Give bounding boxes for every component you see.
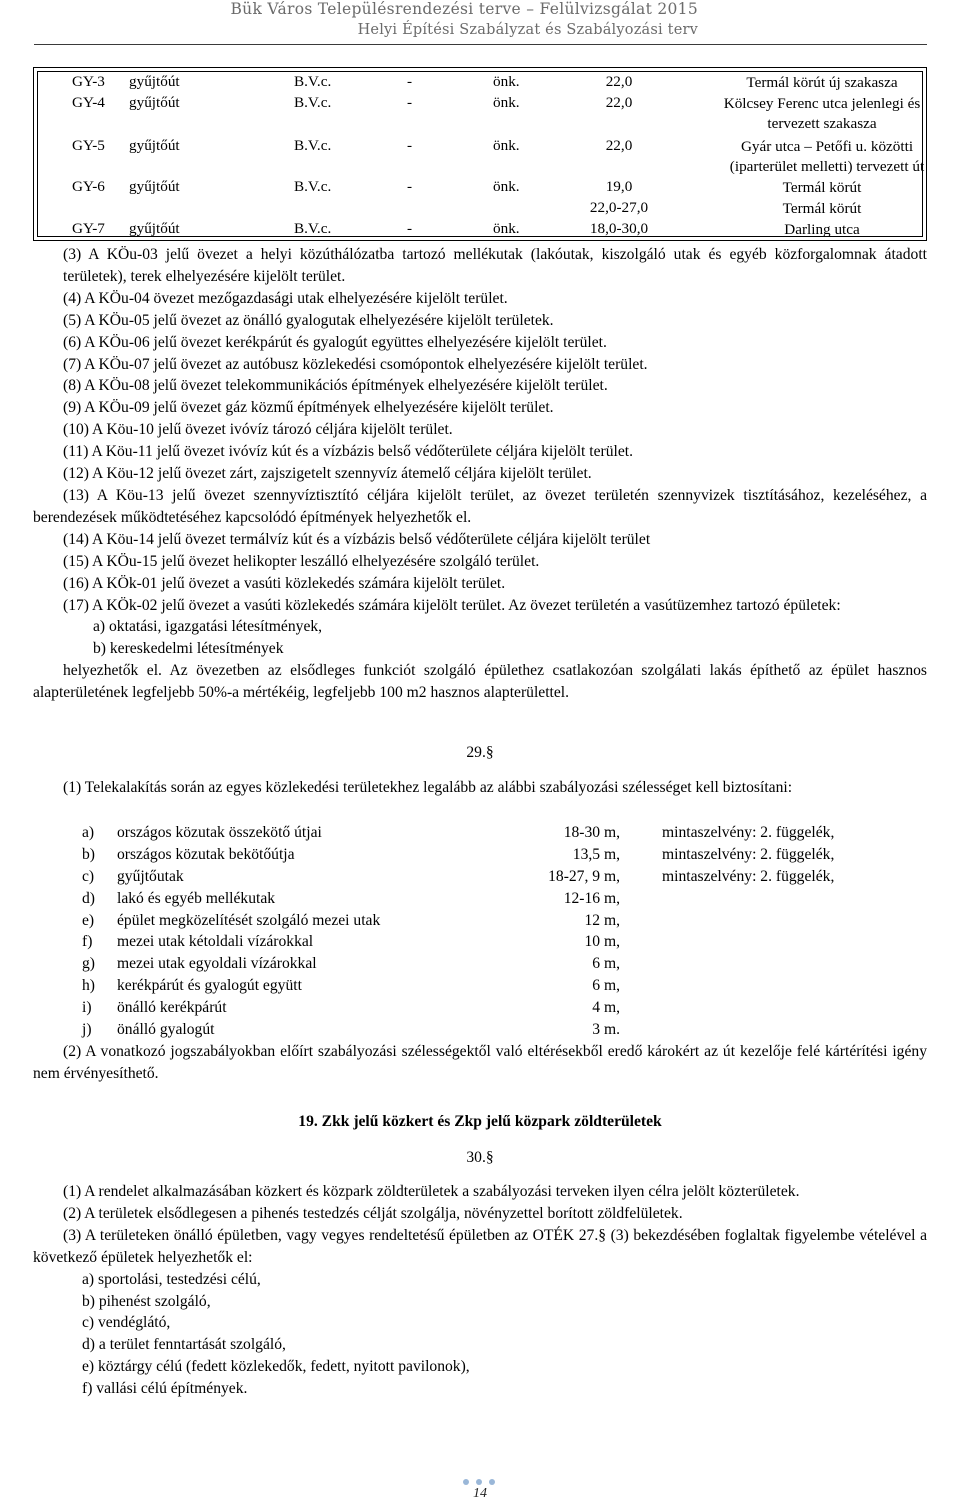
list-item — [33, 888, 927, 910]
list-item: f) vallási célú építmények. — [82, 1380, 248, 1398]
list-item-letter: a) — [82, 824, 95, 841]
paragraph-11: (11) A Köu-11 jelű övezet ivóvíz kút és a vízbázis belső védőterülete céljára kijelölt terület. — [63, 443, 633, 461]
section-29-body — [33, 777, 927, 799]
cell-owner: B.V.c. — [294, 137, 332, 154]
cell-name: Termál körút — [782, 200, 862, 217]
section-30-paragraph-3: (3) A területeken önálló épületben, vagy vegyes rendeltetésű épületben az OTÉK 27.§ (3) bekezdésében foglaltak figyelembe vételével a következő épületek helyezhetők el: — [33, 1226, 927, 1266]
paragraph-10: (10) A Köu-10 jelű övezet ivóvíz tározó céljára kijelölt terület. — [63, 421, 453, 439]
table-row — [34, 137, 926, 177]
cell-code: GY-5 — [72, 137, 105, 154]
cell-code: GY-6 — [72, 178, 105, 195]
list-item — [33, 953, 927, 975]
list-item-letter: b) — [82, 845, 95, 863]
cell-type: gyűjtőút — [129, 73, 180, 90]
table-row — [34, 220, 926, 240]
list-item-letter: j) — [82, 1021, 92, 1039]
list-item-text: épület megközelítését szolgáló mezei utak — [117, 911, 381, 929]
section-29-heading: 29.§ — [466, 744, 494, 761]
list-item-width: 12 m, — [584, 911, 620, 929]
list-item — [33, 1019, 927, 1041]
list-item-model: mintaszelvény: 2. függelék, — [662, 867, 835, 885]
cell-name: Gyár utca – Petőfi u. közötti (iparterület melletti) tervezett út — [729, 138, 925, 175]
paragraph-13: (13) A Köu-13 jelű övezet szennyvíztisztító céljára kijelölt terület, az övezet területén szennyvizek tisztításához, kezeléséhez, a berendezések működtetéséhez kapcsolódó építmények helyezhetők el. — [33, 486, 927, 526]
list-item-width: 6 m, — [592, 955, 620, 973]
paragraph-3: (3) A KÖu-03 jelű övezet a helyi közúthálózatba tartozó mellékutak (lakóutak, kiszolgáló utak és egyéb közforgalomnak átadott területek), terek elhelyezésére kijelölt terület. — [63, 246, 927, 285]
list-item: d) a terület fenntartását szolgáló, — [82, 1336, 286, 1354]
list-item-width: 18-30 m, — [563, 824, 620, 841]
cell-width: 22,0 — [605, 73, 633, 90]
body-text — [33, 244, 927, 704]
paragraph-15: (15) A KÖu-15 jelű övezet helikopter leszálló elhelyezésére szolgáló terület. — [63, 552, 540, 570]
paragraph-8: (8) A KÖu-08 jelű övezet telekommunikációs építmények elhelyezésére kijelölt terület. — [63, 377, 608, 395]
list-item-width: 13,5 m, — [572, 845, 620, 863]
cell-dash: - — [407, 94, 413, 111]
list-item — [33, 997, 927, 1019]
paragraph-17: (17) A KÖk-02 jelű övezet a vasúti közlekedés számára kijelölt terület. Az övezet területén a vasútüzemhez tartozó épületek: — [63, 596, 841, 614]
list-item-width: 3 m. — [592, 1021, 620, 1039]
cell-name: Darling utca — [784, 221, 860, 238]
list-item-text: országos közutak összekötő útjai — [117, 824, 322, 841]
paragraph-12: (12) A Köu-12 jelű övezet zárt, zajszigetelt szennyvíz átemelő céljára kijelölt terület. — [63, 465, 592, 483]
list-item-model: mintaszelvény: 2. függelék, — [662, 824, 835, 841]
paragraph-17-item-a: a) oktatási, igazgatási létesítmények, — [93, 618, 323, 636]
list-item — [33, 866, 927, 888]
cell-width: 22,0-27,0 — [589, 199, 649, 216]
cell-type: gyűjtőút — [129, 94, 180, 111]
list-item — [33, 822, 927, 844]
cell-dash: - — [407, 220, 413, 237]
cell-type: gyűjtőút — [129, 220, 180, 237]
list-item-text: kerékpárút és gyalogút együtt — [117, 977, 302, 995]
cell-category: önk. — [493, 220, 520, 237]
header-subtitle: Helyi Építési Szabályzat és Szabályozási terv — [357, 22, 698, 38]
header-rule — [34, 44, 927, 45]
cell-owner: B.V.c. — [294, 178, 332, 195]
cell-name: Termál körút új szakasza — [746, 74, 898, 91]
paragraph-17-item-b: b) kereskedelmi létesítmények — [93, 640, 284, 658]
list-item-width: 6 m, — [592, 977, 620, 995]
road-table — [33, 67, 927, 241]
list-item-letter: d) — [82, 889, 95, 907]
list-item — [33, 910, 927, 932]
list-item-text: mezei utak egyoldali vízárokkal — [117, 955, 317, 973]
paragraph-14: (14) A Köu-14 jelű övezet termálvíz kút és a vízbázis belső védőterülete céljára kijelölt terület — [63, 530, 651, 548]
list-item-text: önálló kerékpárút — [117, 999, 227, 1017]
section-30-paragraph-2: (2) A területek elsődlegesen a pihenés testedzés célját szolgálja, növényzettel borított zöldfelületek. — [63, 1204, 683, 1222]
width-list — [33, 822, 927, 1085]
list-item-letter: h) — [82, 977, 95, 995]
cell-width: 19,0 — [605, 178, 633, 195]
cell-dash: - — [407, 73, 413, 90]
cell-width: 22,0 — [605, 137, 633, 154]
list-item: e) köztárgy célú (fedett közlekedők, fedett, nyitott pavilonok), — [82, 1358, 470, 1376]
cell-code: GY-4 — [72, 94, 105, 111]
list-item-letter: c) — [82, 867, 95, 885]
section-30-heading: 30.§ — [466, 1149, 494, 1166]
cell-category: önk. — [493, 94, 520, 111]
cell-name: Kölcsey Ferenc utca jelenlegi és tervezett szakasza — [723, 95, 921, 132]
list-item — [33, 931, 927, 953]
cell-owner: B.V.c. — [294, 220, 332, 237]
list-item-width: 18-27, 9 m, — [548, 867, 620, 885]
list-item-letter: f) — [82, 933, 93, 951]
list-item-width: 4 m, — [592, 999, 620, 1017]
paragraph-4: (4) A KÖu-04 övezet mezőgazdasági utak elhelyezésére kijelölt terület. — [63, 289, 508, 307]
paragraph-5: (5) A KÖu-05 jelű övezet az önálló gyalogutak elhelyezésére kijelölt területek. — [63, 311, 554, 329]
list-item: c) vendéglátó, — [82, 1314, 171, 1332]
table-row — [34, 94, 926, 134]
list-item-model: mintaszelvény: 2. függelék, — [662, 845, 835, 863]
list-item-letter: g) — [82, 955, 95, 973]
list-item — [33, 844, 927, 866]
paragraph-7: (7) A KÖu-07 jelű övezet az autóbusz közlekedési csomópontok elhelyezésére kijelölt terület. — [63, 355, 648, 373]
list-item-text: mezei utak kétoldali vízárokkal — [117, 933, 314, 951]
list-item-text: önálló gyalogút — [117, 1021, 215, 1039]
cell-owner: B.V.c. — [294, 94, 332, 111]
cell-width: 18,0-30,0 — [589, 220, 649, 237]
page-number: 14 — [473, 1486, 487, 1501]
footer-dot — [489, 1479, 495, 1485]
cell-category: önk. — [493, 178, 520, 195]
section-29-paragraph-2: (2) A vonatkozó jogszabályokban előírt szabályozási szélességektől való eltérésekből eredő károkért az út kezelője felé kártérítési igény nem érvényesíthető. — [33, 1042, 927, 1082]
cell-category: önk. — [493, 137, 520, 154]
cell-code: GY-3 — [72, 73, 105, 90]
list-item-text: gyűjtőutak — [117, 867, 184, 885]
list-item: b) pihenést szolgáló, — [82, 1292, 211, 1310]
list-item — [33, 975, 927, 997]
section-30-body — [33, 1181, 927, 1400]
section-30-paragraph-1: (1) A rendelet alkalmazásában közkert és közpark zöldterületek a szabályozási terveken ilyen célra jelölt közterületek. — [63, 1183, 800, 1200]
paragraph-9: (9) A KÖu-09 jelű övezet gáz közmű építmények elhelyezésére kijelölt terület. — [63, 399, 554, 417]
table-row — [34, 178, 926, 198]
cell-owner: B.V.c. — [294, 73, 332, 90]
cell-dash: - — [407, 137, 413, 154]
list-item-text: lakó és egyéb mellékutak — [117, 889, 276, 907]
cell-name: Termál körút — [782, 179, 862, 196]
cell-category: önk. — [493, 73, 520, 90]
paragraph-6: (6) A KÖu-06 jelű övezet kerékpárút és gyalogút együttes elhelyezésére kijelölt terület. — [63, 333, 607, 351]
header-title: Bük Város Településrendezési terve – Felülvizsgálat 2015 — [230, 0, 698, 18]
table-row — [34, 73, 926, 93]
list-item: a) sportolási, testedzési célú, — [82, 1270, 261, 1288]
table-row — [34, 199, 926, 219]
paragraph-16: (16) A KÖk-01 jelű övezet a vasúti közlekedés számára kijelölt terület. — [63, 574, 506, 592]
cell-type: gyűjtőút — [129, 178, 180, 195]
list-item-letter: e) — [82, 911, 95, 929]
paragraph-17-continuation: helyezhetők el. Az övezetben az elsődleges funkciót szolgáló épülethez csatlakozóan szolgálati lakás építhető az épület hasznos alapterületének legfeljebb 50%-a mértékéig, legfeljebb 100 m2 hasznos alapterülettel. — [33, 662, 927, 702]
list-item-width: 12-16 m, — [563, 889, 620, 907]
cell-code: GY-7 — [72, 220, 105, 237]
section-19-title: 19. Zkk jelű közkert és Zkp jelű közpark zöldterületek — [298, 1113, 662, 1130]
cell-width: 22,0 — [605, 94, 633, 111]
list-item-text: országos közutak bekötőútja — [117, 845, 295, 863]
list-item-width: 10 m, — [584, 933, 620, 951]
list-item-letter: i) — [82, 999, 92, 1017]
cell-type: gyűjtőút — [129, 137, 180, 154]
footer-dot — [463, 1479, 469, 1485]
cell-dash: - — [407, 178, 413, 195]
footer-dot — [476, 1479, 482, 1485]
section-29-paragraph-1: (1) Telekalakítás során az egyes közlekedési területekhez legalább az alábbi szabályozási szélességet kell biztosítani: — [63, 779, 793, 796]
